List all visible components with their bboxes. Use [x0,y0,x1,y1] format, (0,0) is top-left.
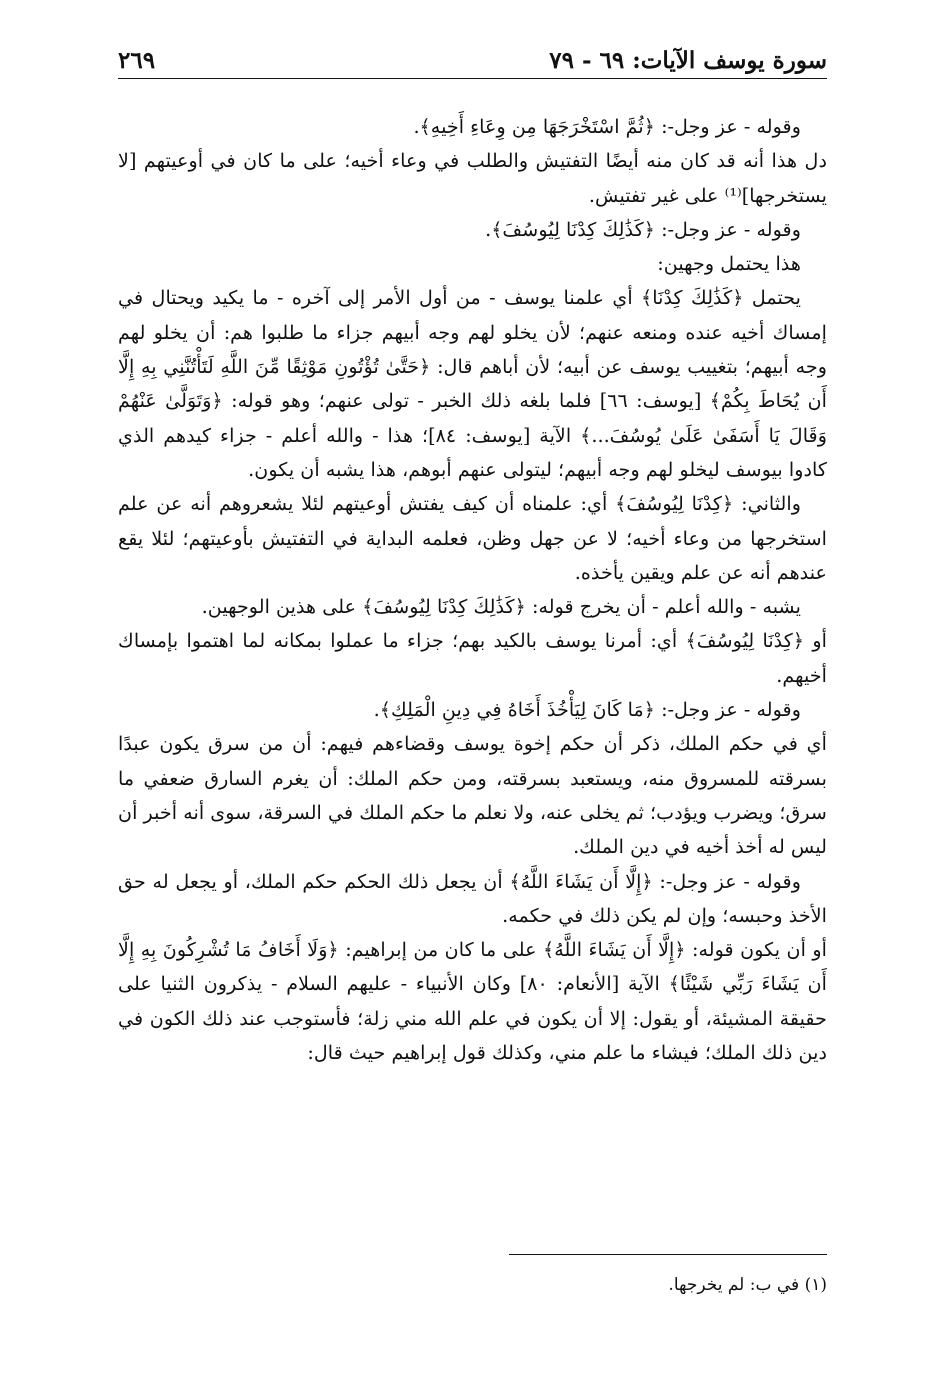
paragraph: والثاني: ﴿كِدْنَا لِيُوسُفَ﴾ أي: علمناه أن كيف يفتش أوعيتهم لئلا يشعروهم أنه عن علم استخرجها من وعاء أخيه؛ لا عن جهل وظن، فعلمه البداية في التفتيش بأوعيتهم؛ لئلا يقع عندهم أنه عن علم ويقين يأخذه. [118,492,827,584]
footnote: (١) في ب: لم يخرجها. [668,1275,827,1295]
running-title: سورة يوسف الآيات: ٦٩ - ٧٩ [549,47,827,74]
paragraph: يشبه - والله أعلم - أن يخرج قوله: ﴿كَذَٰلِكَ كِدْنَا لِيُوسُفَ﴾ على هذين الوجهين. [201,595,801,619]
paragraph: أو أن يكون قوله: ﴿إِلَّا أَن يَشَاءَ اللَّهُ﴾ على ما كان من إبراهيم: ﴿وَلَا أَخَافُ مَا تُشْرِكُونَ بِهِ إِلَّا أَن يَشَاءَ رَبِّي شَيْئًا﴾ الآية [الأنعام: ٨٠] وكان الأنبياء - عليهم السلام - يذكرون الثنيا على حقيقة المشيئة، أو يقول: إلا أن يكون في علم الله مني زلة؛ فأستوجب عند ذلك الكون في دين ذلك الملك؛ فيشاء ما علم مني، وكذلك قول إبراهيم حيث قال: [118,938,828,1065]
paragraph: دل هذا أنه قد كان منه أيضًا التفتيش والطلب في وعاء أخيه؛ على ما كان في أوعيتهم [لا يستخرجها]⁽¹⁾ على غير تفتيش. [118,149,827,207]
main-text [118,110,827,1070]
footnote-divider [509,1254,827,1255]
paragraph: وقوله - عز وجل-: ﴿ثُمَّ اسْتَخْرَجَهَا مِن وِعَاءِ أَخِيهِ﴾. [413,115,801,138]
page-header [118,38,827,79]
paragraph: وقوله - عز وجل-: ﴿مَا كَانَ لِيَأْخُذَ أَخَاهُ فِي دِينِ الْمَلِكِ﴾. [373,698,801,722]
page-number: ٢٦٩ [118,47,156,74]
paragraph: وقوله - عز وجل-: ﴿إِلَّا أَن يَشَاءَ اللَّهُ﴾ أن يجعل ذلك الحكم حكم الملك، أو يجعل له حق الأخذ وحبسه؛ وإن لم يكن ذلك في حكمه. [118,869,827,927]
paragraph: هذا يحتمل وجهين: [657,252,801,276]
paragraph: أي في حكم الملك، ذكر أن حكم إخوة يوسف وقضاءهم فيهم: أن من سرق يكون عبدًا بسرقته للمسروق منه، ويستعبد بسرقته، ومن حكم الملك: أن يغرم السارق ضعفي ما سرق؛ ويضرب ويؤدب؛ ثم يخلى عنه، ولا نعلم ما حكم الملك في السرقة، سوى أنه أخبر أن ليس له أخذ أخيه في دين الملك. [118,732,827,859]
paragraph: أو ﴿كِدْنَا لِيُوسُفَ﴾ أي: أمرنا يوسف بالكيد بهم؛ جزاء ما عملوا بمكانه لما اهتموا بإمساك أخيهم. [118,629,827,687]
paragraph: وقوله - عز وجل-: ﴿كَذَٰلِكَ كِدْنَا لِيُوسُفَ﴾. [485,217,801,241]
paragraph: يحتمل ﴿كَذَٰلِكَ كِدْنَا﴾ أي علمنا يوسف - من أول الأمر إلى آخره - ما يكيد ويحتال في إمساك أخيه عنده ومنعه عنهم؛ لأن يخلو لهم وجه أبيهم جزاء ما طلبوا هم: أن يخلو لهم وجه أبيهم؛ بتغييب يوسف عن أبيه؛ لأن أباهم قال: ﴿حَتَّىٰ تُؤْتُونِ مَوْثِقًا مِّنَ اللَّهِ لَتَأْتُنَّنِي بِهِ إِلَّا أَن يُحَاطَ بِكُمْ﴾ [يوسف: ٦٦] فلما بلغه ذلك الخبر - تولى عنهم؛ وهو قوله: ﴿وَتَوَلَّىٰ عَنْهُمْ وَقَالَ يَا أَسَفَىٰ عَلَىٰ يُوسُفَ...﴾ الآية [يوسف: ٨٤]؛ هذا - والله أعلم - جزاء كيدهم الذي كادوا بيوسف ليخلو لهم وجه أبيهم؛ ليتولى عنهم أبوهم، هذا يشبه أن يكون. [118,286,827,481]
